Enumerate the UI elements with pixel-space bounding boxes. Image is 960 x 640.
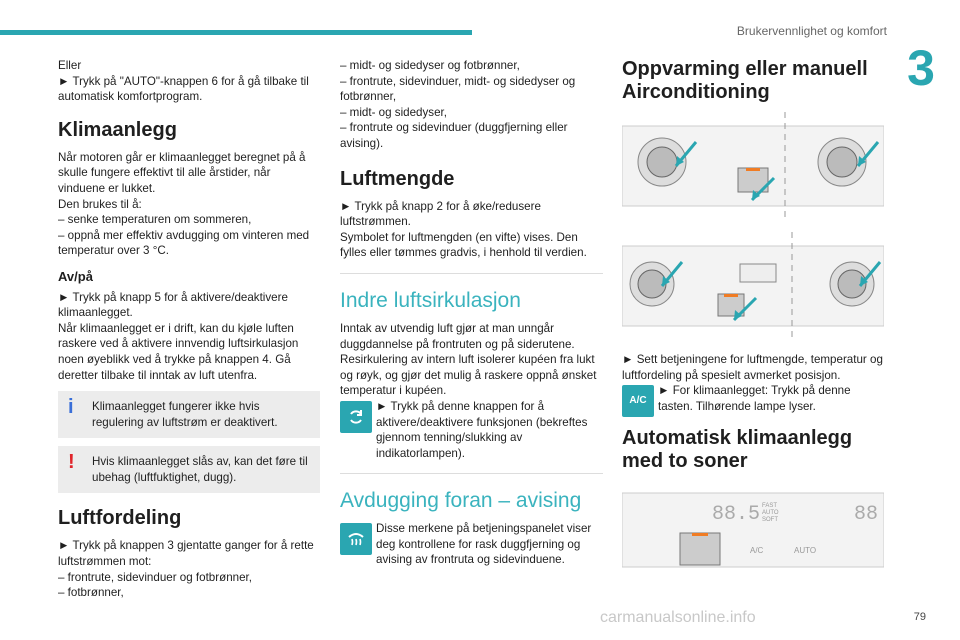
watermark: carmanualsonline.info <box>600 609 756 626</box>
luft-l1: – frontrute, sidevinduer og fotbrønner, <box>58 570 252 584</box>
warning-text: Hvis klimaanlegget slås av, kan det føre til ubehag (luftfuktighet, dugg). <box>92 455 308 484</box>
info-text: Klimaanlegget fungerer ikke hvis regulering av luftstrøm er deaktivert. <box>92 400 278 429</box>
column-3 <box>622 58 884 581</box>
indre-text: Inntak av utvendig luft gjør at man unngår duggdannelse på frontruten og på siderutene. Resirkulering av intern luft isolerer kupéen fra lukt og røyk, og gjør det mulig å raskere oppnå ønsket temperatur i kupéen. <box>340 321 597 398</box>
recirc-line <box>340 399 603 461</box>
dist-l3: – midt- og sidedyser, <box>340 105 447 119</box>
luft-step: ► Trykk på knappen 3 gjentatte ganger for å rette luftstrømmen mot: <box>58 539 314 569</box>
ac-icon: A/C <box>622 385 654 417</box>
eller-text: Eller <box>58 59 82 72</box>
panel-auto-button: AUTO <box>794 546 817 556</box>
defrost-icon <box>340 523 372 555</box>
avpa-text: Når klimaanlegget er i drift, kan du kjøle luften raskere ved å aktivere innvendig luftsirkulasjon noen øyeblikk ved å trykke på knappen 4. Gå deretter tilbake til inntak av luft utenfra. <box>58 321 299 382</box>
dist-l2: – frontrute, sidevinduer, midt- og sidedyser og fotbrønner, <box>340 74 576 104</box>
luft-l2: – fotbrønner, <box>58 586 124 600</box>
recirc-step: ► Trykk på denne knappen for å aktivere/deaktivere funksjonen (bekreftes gjennom tenning/slukking av indikatorlampen). <box>376 399 588 460</box>
mengde-text: Symbolet for luftmengden (en vifte) vises. Den fylles eller tømmes gradvis, i henhold til verdien. <box>340 230 587 260</box>
luft-heading: Luftfordeling <box>58 507 182 530</box>
auto-ac-panel <box>622 481 884 573</box>
mengde-step: ► Trykk på knapp 2 for å øke/redusere luftstrømmen. <box>340 199 541 229</box>
defrost-text: Disse merkene på betjeningspanelet viser deg kontrollene for rask duggfjerning og avising av frontruta og sidevinduene. <box>376 522 592 567</box>
ac-line <box>622 383 884 417</box>
klima-l2: – oppnå mer effektiv avdugging om vinteren med temperatur over 3 °C. <box>58 228 310 258</box>
mengde-heading: Luftmengde <box>340 167 455 190</box>
ac-step: ► For klimaanlegget: Trykk på denne tasten. Tilhørende lampe lyser. <box>658 384 851 413</box>
panel-ac-button: A/C <box>750 546 764 556</box>
info-icon: i <box>68 396 74 419</box>
divider <box>340 473 603 474</box>
manual-ac-panel-1 <box>622 112 884 224</box>
warning-icon: ! <box>68 451 75 474</box>
manual-ac-panel-2 <box>622 232 884 344</box>
dist-l1: – midt- og sidedyser og fotbrønner, <box>340 59 520 72</box>
opp-heading: Oppvarming eller manuell Airconditioning <box>622 58 868 103</box>
column-2 <box>340 58 603 568</box>
defrost-line <box>340 521 603 568</box>
avpa-step: ► Trykk på knapp 5 for å aktivere/deaktivere klimaanlegget. <box>58 290 288 320</box>
panel-fast: FAST <box>762 503 778 510</box>
klima-p1: Når motoren går er klimaanlegget beregnet på å skulle fungere effektivt til alle årstider, når vinduene er lukket. <box>58 150 306 195</box>
divider <box>340 273 603 274</box>
klima-p2: Den brukes til å: <box>58 197 142 211</box>
panel-temp-left: 88.5 <box>712 503 761 527</box>
klima-heading: Klimaanlegg <box>58 118 177 141</box>
column-1 <box>58 58 320 601</box>
info-box <box>58 391 320 438</box>
header-accent-bar <box>0 30 472 35</box>
klima-l1: – senke temperaturen om sommeren, <box>58 213 252 227</box>
avpa-heading: Av/på <box>58 268 93 284</box>
auto-heading: Automatisk klimaanlegg med to soner <box>622 427 853 473</box>
opp-step: ► Sett betjeningene for luftmengde, temperatur og luftfordeling på spesielt avmerket posisjon. <box>622 353 883 382</box>
avdug-heading: Avdugging foran – avising <box>340 489 582 513</box>
page-number: 79 <box>913 611 926 623</box>
dist-l4: – frontrute og sidevinduer (duggfjerning eller avising). <box>340 121 568 150</box>
recirculation-icon <box>340 401 372 433</box>
section-title: Brukervennlighet og komfort <box>736 24 887 38</box>
indre-heading: Indre luftsirkulasjon <box>340 288 521 312</box>
eller-step: ► Trykk på "AUTO"-knappen 6 for å gå tilbake til automatisk komfortprogram. <box>58 74 309 104</box>
chapter-number: 3 <box>907 40 935 96</box>
panel-temp-right: 88 <box>854 503 879 527</box>
panel-auto-label: AUTO <box>762 510 779 517</box>
warning-box <box>58 446 320 493</box>
panel-soft: SOFT <box>762 517 778 524</box>
